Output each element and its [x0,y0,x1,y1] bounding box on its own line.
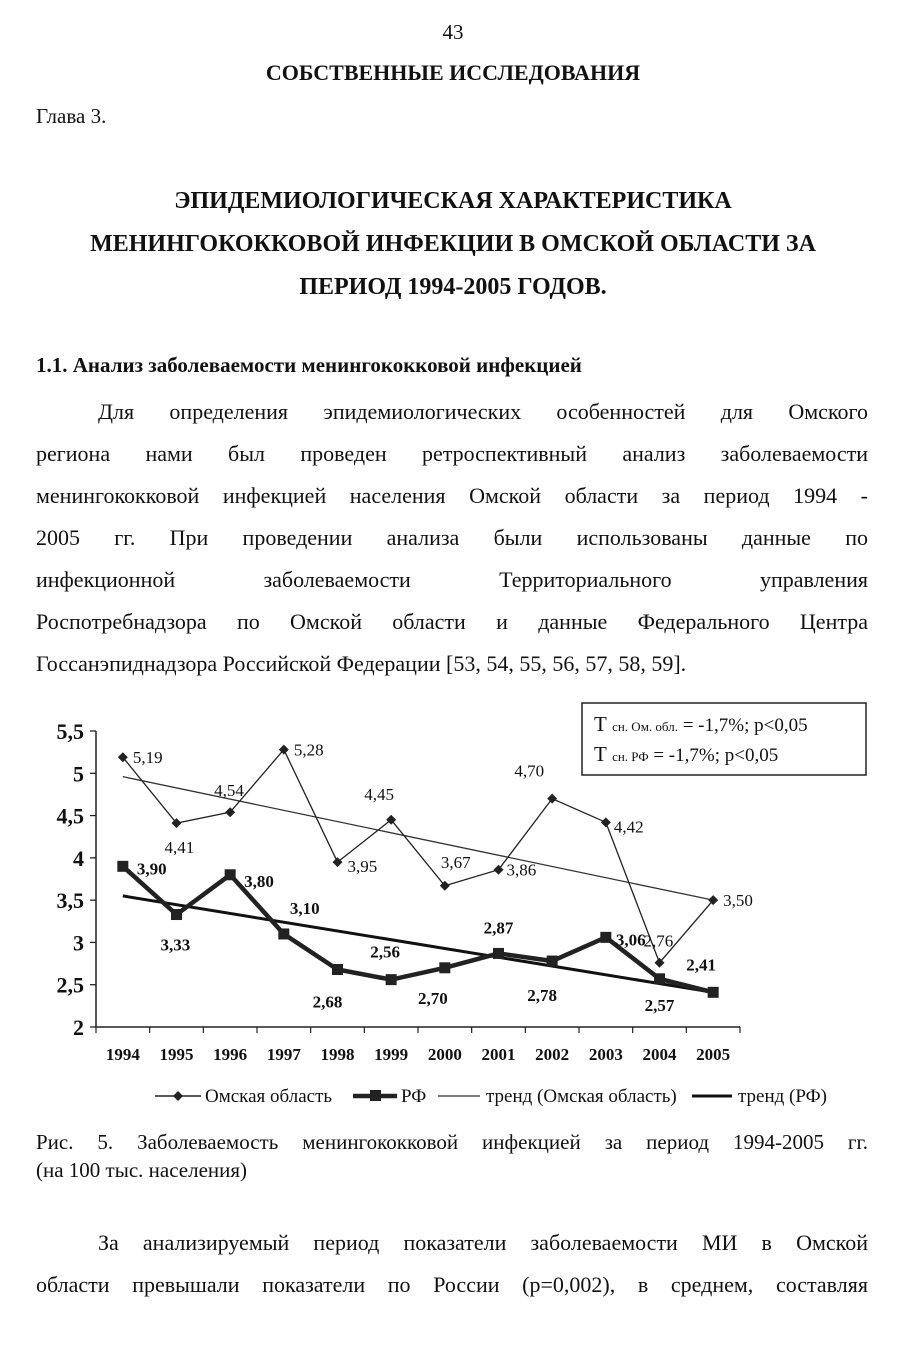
paragraph-1 [36,391,868,685]
paragraph-line: области превышали показатели по России (р=0,002), в среднем, составляя [36,1272,868,1297]
paragraph-line: Госсанэпиднадзора Российской Федерации [53, 54, 55, 56, 57, 58, 59]. [36,651,687,676]
data-point-rf [117,861,128,872]
legend-marker-omsk [173,1091,183,1101]
data-point-rf [600,932,611,943]
x-tick-label: 2000 [427,1045,462,1064]
trend-annotation-text: Т сн. Ом. обл. = -1,7%; p<0,05 [594,712,808,736]
legend-label-trend-omsk: тренд (Омская область) [486,1086,677,1107]
x-tick-label: 1995 [159,1045,194,1064]
trend-line-omsk [123,777,713,900]
data-label-omsk: 5,19 [132,748,163,768]
x-tick-label: 2002 [535,1045,570,1064]
data-label-rf: 2,56 [370,942,401,962]
data-label-rf: 2,78 [527,986,558,1006]
data-label-rf: 3,80 [244,871,274,891]
data-label-rf: 3,33 [160,935,191,955]
data-point-rf [708,987,719,998]
x-tick-label: 2003 [588,1045,623,1064]
x-tick-label: 2001 [481,1045,516,1064]
subsection-title: 1.1. Анализ заболеваемости менингококковой инфекцией [36,353,582,377]
data-point-omsk [601,817,611,827]
data-label-rf: 2,70 [417,988,448,1008]
x-tick-label: 1998 [320,1045,355,1064]
data-label-omsk: 4,41 [164,838,195,858]
data-label-rf: 3,10 [289,898,320,918]
data-label-rf: 2,87 [483,918,514,938]
data-point-rf [386,974,397,985]
data-label-rf: 2,68 [312,992,343,1012]
data-point-rf [439,962,450,973]
data-label-omsk: 4,42 [613,817,644,837]
data-point-rf [493,948,504,959]
series-line-rf [123,866,713,992]
data-label-omsk: 4,54 [214,781,244,801]
legend-marker-rf [370,1090,381,1101]
paragraph-line: 2005 гг. При проведении анализа были использованы данные по [36,525,868,550]
y-tick-label: 4 [73,845,84,871]
data-point-rf [171,909,182,920]
data-label-rf: 3,06 [615,930,646,950]
y-tick-label: 2,5 [56,972,84,998]
y-tick-label: 3 [73,930,84,956]
legend-label-omsk: Омская область [205,1086,333,1107]
data-point-omsk [494,865,504,875]
legend-label-trend-rf: тренд (РФ) [738,1086,827,1107]
data-label-omsk: 5,28 [293,740,324,760]
paragraph-line: Для определения эпидемиологических особенностей для Омского [98,399,868,424]
chapter-label: Глава 3. [36,104,107,128]
chapter-title [60,180,846,309]
data-label-omsk: 3,67 [440,852,471,872]
paragraph-line: региона нами был проведен ретроспективный анализ заболеваемости [36,441,868,466]
data-label-omsk: 3,95 [347,857,378,877]
data-label-omsk: 3,50 [723,891,753,911]
data-point-rf [225,869,236,880]
data-point-omsk [547,794,557,804]
data-label-rf: 2,41 [686,955,717,975]
data-point-rf [654,973,665,984]
paragraph-line: Роспотребнадзора по Омской области и данные Федерального Центра [36,609,868,634]
data-label-omsk: 2,76 [643,931,674,951]
chapter-title-line: МЕНИНГОКОККОВОЙ ИНФЕКЦИИ В ОМСКОЙ ОБЛАСТИ ЗА [90,231,816,257]
y-tick-label: 4,5 [56,803,84,829]
data-label-rf: 2,57 [644,995,675,1015]
y-tick-label: 5,5 [56,719,84,744]
x-tick-label: 2005 [696,1045,731,1064]
y-tick-label: 3,5 [56,888,84,914]
caption-line: (на 100 тыс. населения) [36,1158,248,1182]
data-point-rf [278,928,289,939]
data-label-rf: 3,90 [136,859,167,879]
y-tick-label: 5 [73,761,84,787]
chapter-title-line: ЭПИДЕМИОЛОГИЧЕСКАЯ ХАРАКТЕРИСТИКА [174,188,732,214]
paragraph-line: менингококковой инфекцией населения Омской области за период 1994 - [36,483,868,508]
y-tick-label: 2 [73,1015,84,1040]
incidence-line-chart [30,690,870,1125]
x-tick-label: 2004 [642,1045,677,1064]
figure-caption [36,1128,868,1184]
x-tick-label: 1999 [374,1045,409,1064]
chapter-title-line: ПЕРИОД 1994-2005 ГОДОВ. [299,274,607,300]
trend-annotation-text: Т сн. РФ = -1,7%; p<0,05 [594,742,779,766]
x-tick-label: 1997 [266,1045,301,1064]
paragraph-line: инфекционной заболеваемости Территориального управления [36,567,868,592]
section-title: СОБСТВЕННЫЕ ИССЛЕДОВАНИЯ [265,60,641,85]
data-point-rf [547,956,558,967]
data-label-omsk: 4,70 [514,761,545,781]
x-tick-label: 1996 [213,1045,248,1064]
data-label-omsk: 4,45 [364,784,395,804]
data-point-rf [332,964,343,975]
x-tick-label: 1994 [105,1045,140,1064]
data-label-omsk: 3,86 [506,860,537,880]
caption-line: Рис. 5. Заболеваемость менингококковой инфекцией за период 1994-2005 гг. [36,1130,868,1154]
paragraph-2 [36,1222,868,1306]
page-number: 43 [442,20,464,44]
legend-label-rf: РФ [401,1086,427,1107]
paragraph-line: За анализируемый период показатели заболеваемости МИ в Омской [98,1230,868,1255]
